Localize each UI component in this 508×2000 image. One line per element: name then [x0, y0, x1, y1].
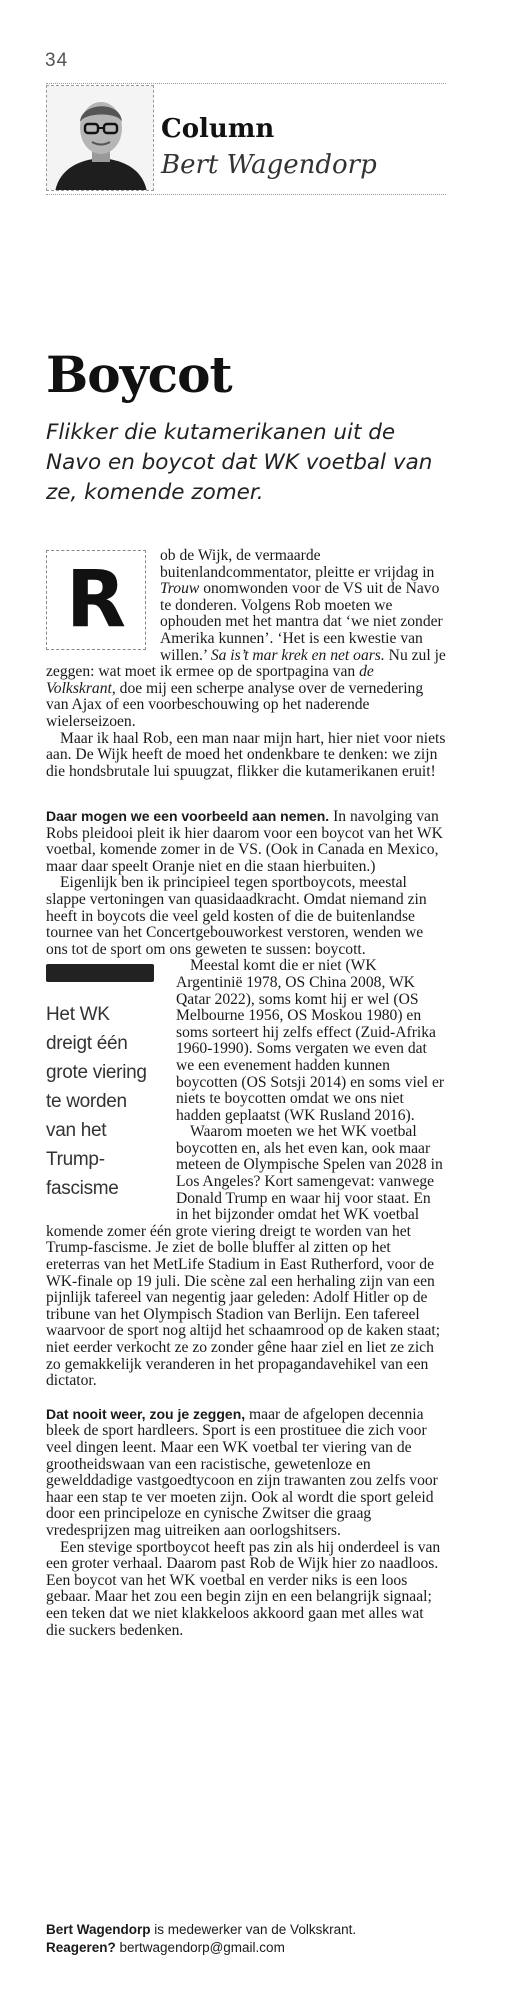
dropcap: R	[46, 550, 146, 650]
paragraph-8: Een stevige sportboycot heeft pas zin als hij onderdeel is van een groter verhaal. Daarom past Rob de Wijk hier zo naadloos. Een boycot van het WK voetbal en verder niks is een loos gebaar. Maar het zou een begin zijn en een belangrijk signaal; een teken dat we niet klakkeloos akkoord gaan met alles wat die suckers bedenken.	[46, 1538, 441, 1639]
paragraph-6: Waarom moeten we het WK voetbal boycotten en, als het even kan, ook maar meteen de Olympische Spelen van 2028 in Los Angeles? Kort samengevat: vanwege Donald Trump en waar hij voor staat. En in het bijzonder omdat het WK voetbal komende zomer één grote viering dreigt te worden van het Trump-fascisme. Je ziet de bolle bluffer al zitten op het ereterras van het MetLife Stadium in East Rutherford, voor de WK-finale op 19 juli. Die scène zal een herhaling zijn van een pijnlijk tafereel van negentig jaar geleden: Adolf Hitler op de tribune van het Olympisch Stadion van Berlijn. Een tafereel waarvoor de sport nog altijd het schaamrood op de kaken staat; niet eerder verkocht ze zo zonder gêne haar ziel en liet ze zich zo gemakkelijk veranderen in het propagandavehikel van een dictator.	[46, 1123, 443, 1390]
contact-email[interactable]: bertwagendorp@gmail.com	[115, 1940, 285, 1955]
headline: Boycot	[46, 345, 232, 404]
author-photo	[46, 85, 154, 191]
byline-footer	[46, 1921, 466, 1957]
paragraph-3: Daar mogen we een voorbeeld aan nemen. In navolging van Robs pleidooi pleit ik hier daarom voor een boycot van het WK voetbal, komende zomer in de VS. (Ook in Canada en Mexico, maar daar speelt Oranje niet en die staan hierbuiten.)	[46, 808, 443, 875]
pull-quote	[46, 964, 156, 1203]
column-kicker: Column	[161, 114, 275, 144]
article-body-part-2	[46, 808, 446, 1639]
paragraph-1: ob de Wijk, de vermaarde buitenlandcommentator, pleitte er vrijdag in Trouw onomwonden voor de VS uit de Navo te donderen. Volgens Rob moeten we ophouden met het mantra dat ‘we niet zonder Amerika kunnen’. ‘Het is een kwestie van willen.’ Sa is’t mar krek en net oars. Nu zul je zeggen: wat moet ik ermee op de sportpagina van de Volkskrant, doe mij een scherpe analyse over de vernedering van Ajax of een voorbeschouwing op het naderende wielerseizoen.	[46, 547, 446, 730]
paragraph-5: Meestal komt die er niet (WK Argentinië 1978, OS China 2008, WK Qatar 2022), soms komt hij er wel (OS Melbourne 1956, OS Moskou 1980) en soms sorteert hij zelfs effect (Zuid-Afrika 1960-1990). Soms vergaten we even dat we een evenement hadden kunnen boycotten (OS Sotsji 2014) en soms viel er niets te boycotten omdat we ons niet hadden geplaatst (WK Rusland 2016).	[176, 957, 445, 1124]
author-portrait-icon	[47, 86, 154, 191]
contact-note: Reageren? bertwagendorp@gmail.com	[46, 1940, 285, 1955]
paragraph-2: Maar ik haal Rob, een man naar mijn hart, hier niet voor niets aan. De Wijk heeft de moed het ondenkbare te denken: we zijn die hondsbrutale lui spuugzat, flikker die kutamerikanen eruit!	[46, 729, 446, 780]
paragraph-7-lead: Dat nooit weer, zou je zeggen,	[46, 1405, 246, 1422]
article-body-part-1	[46, 548, 446, 780]
standfirst: Flikker die kutamerikanen uit de Navo en boycot dat WK voetbal van ze, komende zomer.	[46, 420, 433, 505]
paragraph-4: Eigenlijk ben ik principieel tegen sportboycots, meestal slappe vertoningen van quasidaadkracht. Omdat niemand zin heeft in boycots die veel geld kosten of die de buitenlandse tournee van het Concertgebouworkest verstoren, wenden we ons tot de sport om ons geweten te sussen: boycott.	[46, 874, 427, 958]
pull-quote-text: Het WK dreigt één grote viering te worden van het Trump-fascisme	[46, 1004, 147, 1200]
paragraph-7: Dat nooit weer, zou je zeggen, maar de afgelopen decennia bleek de sport hardleers. Sport is een prostituee die zich voor veel dingen leent. Maar een WK voetbal ter viering van de grootheidswaan van een racistische, gewetenloze en gewelddadige vastgoedtycoon en zijn trawanten zou zelfs voor haar een stap te ver moeten zijn. Ook al wordt die sport geleid door een principeloze en cynische Zwitser die graag vredesprijzen mag uitreiken aan oorlogshitsers.	[46, 1405, 438, 1539]
page-number: 34	[45, 50, 69, 71]
column-author: Bert Wagendorp	[161, 150, 377, 180]
paragraph-3-lead: Daar mogen we een voorbeeld aan nemen.	[46, 808, 330, 824]
author-note: Bert Wagendorp is medewerker van de Volkskrant.	[46, 1922, 357, 1937]
pull-quote-bar	[46, 964, 154, 982]
